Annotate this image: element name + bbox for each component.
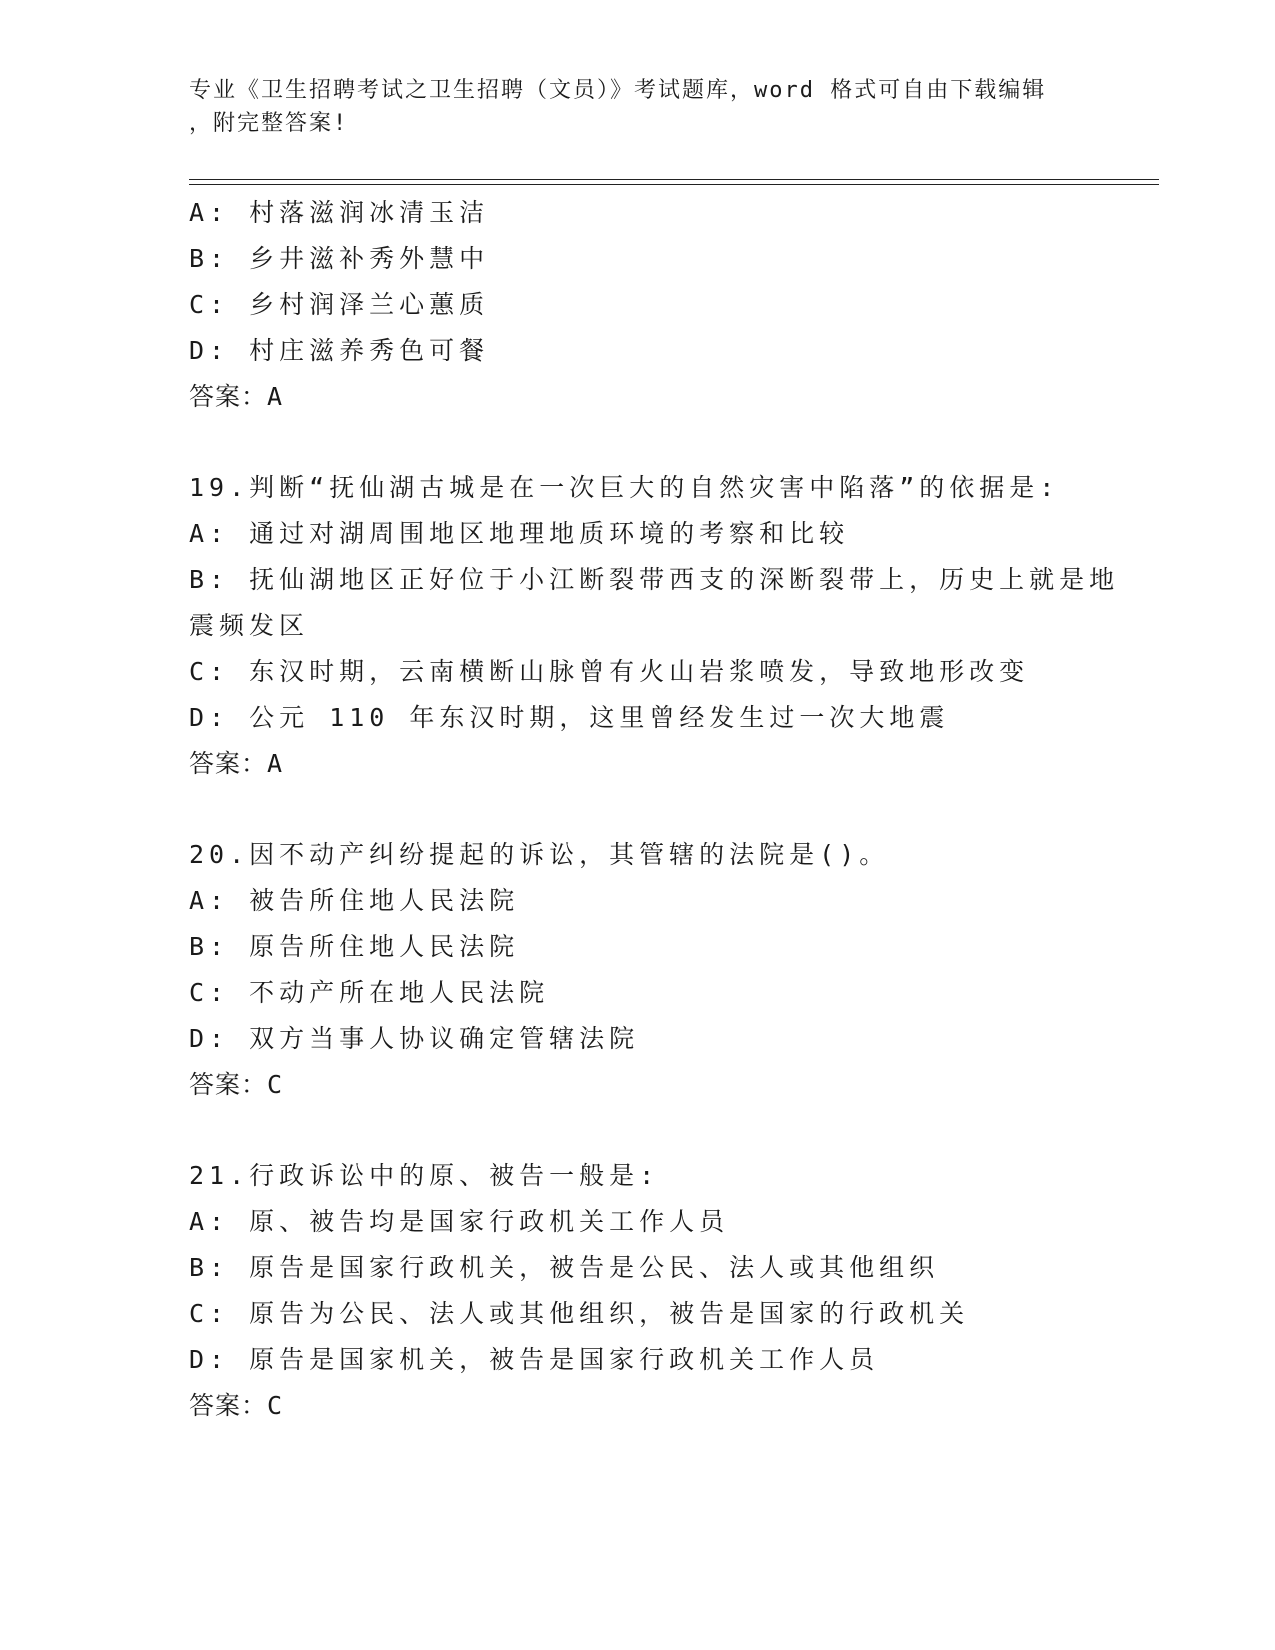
header-divider-bottom bbox=[189, 184, 1159, 185]
option-d: D: 村庄滋养秀色可餐 bbox=[189, 336, 490, 365]
option-c: C: 原告为公民、法人或其他组织，被告是国家的行政机关 bbox=[189, 1299, 970, 1328]
question-stem: 20.因不动产纠纷提起的诉讼，其管辖的法院是()。 bbox=[189, 840, 890, 869]
option-b: B: 原告是国家行政机关，被告是公民、法人或其他组织 bbox=[189, 1253, 940, 1282]
option-c: C: 乡村润泽兰心蕙质 bbox=[189, 290, 490, 319]
question-block-19 bbox=[189, 465, 1120, 787]
question-block-20 bbox=[189, 832, 1089, 1108]
header-divider-top bbox=[189, 179, 1159, 180]
option-a: A: 通过对湖周围地区地理地质环境的考察和比较 bbox=[189, 519, 850, 548]
option-b-continued: 震频发区 bbox=[189, 611, 310, 640]
option-d: D: 原告是国家机关，被告是国家行政机关工作人员 bbox=[189, 1345, 880, 1374]
question-block-21 bbox=[189, 1153, 1089, 1429]
answer-line: 答案：A bbox=[189, 749, 284, 778]
option-a: A: 被告所住地人民法院 bbox=[189, 886, 520, 915]
document-header bbox=[189, 74, 1089, 140]
answer-line: 答案：C bbox=[189, 1070, 284, 1099]
option-b: B: 原告所住地人民法院 bbox=[189, 932, 520, 961]
option-b: B: 乡井滋补秀外慧中 bbox=[189, 244, 490, 273]
question-stem: 21.行政诉讼中的原、被告一般是: bbox=[189, 1161, 660, 1190]
header-line-1: 专业《卫生招聘考试之卫生招聘（文员）》考试题库，word 格式可自由下载编辑 bbox=[189, 78, 1047, 103]
option-a: A: 村落滋润冰清玉洁 bbox=[189, 198, 490, 227]
option-c: C: 东汉时期，云南横断山脉曾有火山岩浆喷发，导致地形改变 bbox=[189, 657, 1030, 686]
option-c: C: 不动产所在地人民法院 bbox=[189, 978, 550, 1007]
option-a: A: 原、被告均是国家行政机关工作人员 bbox=[189, 1207, 730, 1236]
answer-line: 答案：C bbox=[189, 1391, 284, 1420]
question-block-18 bbox=[189, 190, 1089, 420]
question-stem: 19.判断“抚仙湖古城是在一次巨大的自然灾害中陷落”的依据是: bbox=[189, 473, 1060, 502]
option-d: D: 双方当事人协议确定管辖法院 bbox=[189, 1024, 640, 1053]
answer-line: 答案：A bbox=[189, 382, 284, 411]
question-list bbox=[189, 190, 1120, 1429]
option-d: D: 公元 110 年东汉时期，这里曾经发生过一次大地震 bbox=[189, 703, 950, 732]
option-b: B: 抚仙湖地区正好位于小江断裂带西支的深断裂带上，历史上就是地 bbox=[189, 565, 1120, 594]
header-line-2: ，附完整答案! bbox=[189, 111, 349, 136]
